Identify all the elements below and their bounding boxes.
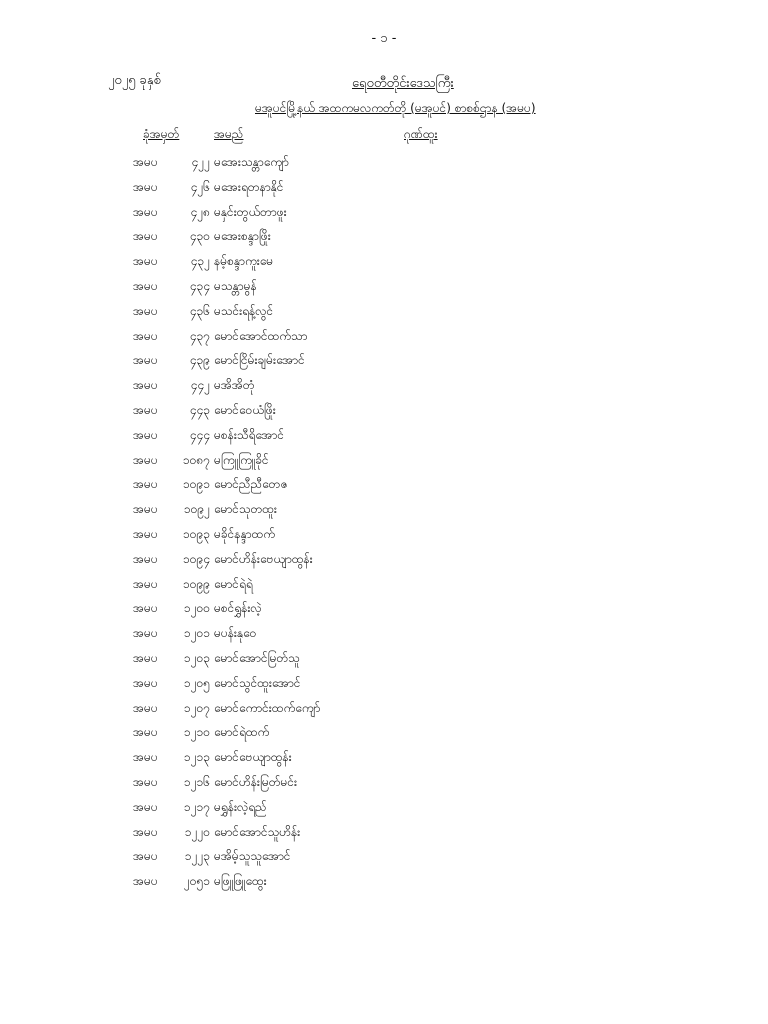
exam-center-code: အမပ xyxy=(133,576,158,591)
exam-center-code: အမပ xyxy=(133,402,158,417)
seat-number: ၁၀၉၂ xyxy=(183,502,210,517)
list-item xyxy=(0,249,768,274)
seat-number: ၁၂၀၁ xyxy=(183,626,210,641)
exam-center-code: အမပ xyxy=(133,601,158,616)
student-name: မောင်အောင်သူဟိန်း xyxy=(214,824,301,839)
exam-center-code: အမပ xyxy=(133,353,158,368)
seat-number: ၄၂၂ xyxy=(191,155,210,169)
student-name: မောင်ဝေယံဖြိုး xyxy=(214,402,276,417)
list-item xyxy=(0,150,768,175)
exam-center-code: အမပ xyxy=(133,502,158,517)
list-item xyxy=(0,373,768,398)
seat-number: ၄၃၇ xyxy=(189,328,210,343)
exam-center-code: အမပ xyxy=(133,874,158,889)
list-item xyxy=(0,497,768,522)
seat-number: ၄၃၂ xyxy=(190,254,210,269)
list-item xyxy=(0,770,768,795)
seat-number: ၄၃၀ xyxy=(189,229,210,244)
seat-number: ၁၂၁၃ xyxy=(183,750,210,765)
seat-number: ၄၃၆ xyxy=(189,303,210,318)
student-name: နမ့်စန္ဒာကူးမေ xyxy=(214,254,274,269)
seat-number: ၁၀၉၁ xyxy=(183,477,210,492)
exam-center-code: အမပ xyxy=(133,750,158,765)
list-item xyxy=(0,274,768,299)
exam-center-code: အမပ xyxy=(133,650,158,665)
list-item xyxy=(0,869,768,894)
list-item xyxy=(0,621,768,646)
student-name: မသင်းရန့်လွင် xyxy=(214,303,274,318)
exam-center-code: အမပ xyxy=(133,427,158,442)
list-item xyxy=(0,795,768,820)
column-header-distinction: ဂုဏ်ထူး xyxy=(404,127,438,141)
list-item xyxy=(0,696,768,721)
student-name: မောင်ရဲထက် xyxy=(214,725,270,740)
seat-number: ၄၃၉ xyxy=(189,353,210,368)
exam-center-code: အမပ xyxy=(133,378,158,393)
list-item xyxy=(0,423,768,448)
student-name: မောင်ညီညီတေဇ xyxy=(214,477,288,492)
exam-center-code: အမပ xyxy=(133,774,158,789)
list-item xyxy=(0,671,768,696)
list-item xyxy=(0,596,768,621)
student-name: မပန်းနုဝေ xyxy=(214,626,257,641)
list-item xyxy=(0,646,768,671)
seat-number: ၄၂၆ xyxy=(190,179,210,194)
list-item xyxy=(0,844,768,869)
exam-center-code: အမပ xyxy=(133,254,158,269)
year-label: ၂၀၂၅ ခုနှစ် xyxy=(108,73,161,88)
seat-number: ၁၀၉၉ xyxy=(183,576,210,591)
document-subtitle: မအူပင်မြို့နယ် အထကမလကတ်တို (မအူပင်) စာစစ်ဌာန (အမပ) xyxy=(255,101,536,115)
list-item xyxy=(0,522,768,547)
exam-center-code: အမပ xyxy=(133,452,158,467)
student-name: မောင်ငြိမ်းချမ်းအောင် xyxy=(214,353,305,368)
seat-number: ၁၀၈၇ xyxy=(182,452,210,467)
exam-center-code: အမပ xyxy=(133,204,158,219)
exam-center-code: အမပ xyxy=(133,725,158,740)
list-item xyxy=(0,299,768,324)
student-name: မစန်းသီရိအောင် xyxy=(214,427,285,442)
student-name: မစင်ရွှန်းလဲ့ xyxy=(214,601,262,616)
student-name: မအေးသန္တာကျော် xyxy=(214,155,289,169)
column-header-seat-number: ခုံအမှတ် xyxy=(143,127,180,141)
seat-number: ၁၂၂၃ xyxy=(184,849,210,864)
seat-number: ၁၂၁၆ xyxy=(183,774,210,789)
student-name: မောင်ဟိန်းမြတ်မင်း xyxy=(214,774,298,789)
student-name: မောင်ဗေယျာထွန်း xyxy=(214,750,292,765)
document-title: ရေဝတီတိုင်းဒေသကြီး xyxy=(352,76,454,91)
list-item xyxy=(0,745,768,770)
seat-number: ၁၂၀၅ xyxy=(183,675,210,690)
list-item xyxy=(0,175,768,200)
exam-center-code: အမပ xyxy=(133,626,158,641)
student-name: မောင်သွင်ထူးအောင် xyxy=(214,675,301,690)
exam-center-code: အမပ xyxy=(133,551,158,566)
seat-number: ၁၂၂၀ xyxy=(184,824,210,839)
exam-center-code: အမပ xyxy=(133,700,158,715)
student-name: မသန္တာမွန် xyxy=(214,278,257,293)
seat-number: ၁၂၁၀ xyxy=(183,725,210,740)
exam-center-code: အမပ xyxy=(133,179,158,194)
seat-number: ၄၄၃ xyxy=(189,402,210,417)
list-item xyxy=(0,720,768,745)
exam-center-code: အမပ xyxy=(133,328,158,343)
student-name: မဖြူဖြူထွေး xyxy=(214,874,267,889)
seat-number: ၄၃၄ xyxy=(189,278,210,293)
list-item xyxy=(0,572,768,597)
seat-number: ၄၄၂ xyxy=(190,378,210,393)
result-list xyxy=(0,150,768,894)
student-name: မအိအိတုံ xyxy=(214,378,255,393)
seat-number: ၁၀၉၄ xyxy=(183,551,210,566)
student-name: မခိုင်နန္ဒာထက် xyxy=(214,526,275,541)
list-item xyxy=(0,820,768,845)
student-name: မောင်အောင်မြတ်သူ xyxy=(214,650,300,665)
student-name: မောင်သုတထူး xyxy=(214,502,277,517)
seat-number: ၄၄၄ xyxy=(189,427,210,442)
student-name: မောင်ရဲရဲ xyxy=(214,576,253,591)
exam-center-code: အမပ xyxy=(133,229,158,244)
list-item xyxy=(0,448,768,473)
column-header-name: အမည် xyxy=(214,127,244,141)
student-name: မရွှန်းလဲ့ရည် xyxy=(214,799,267,814)
list-item xyxy=(0,224,768,249)
list-item xyxy=(0,547,768,572)
exam-center-code: အမပ xyxy=(133,278,158,293)
seat-number: ၁၀၉၃ xyxy=(183,526,210,541)
list-item xyxy=(0,348,768,373)
exam-center-code: အမပ xyxy=(133,303,158,318)
student-name: မကြူကြူခိုင် xyxy=(214,452,269,467)
student-name: မအေးရတနာနိုင် xyxy=(214,179,284,194)
student-name: မနှင်းတွယ်တာဖူး xyxy=(214,204,287,219)
student-name: မအေးစန္ဒာဖြိုး xyxy=(214,229,271,244)
student-name: မောင်ကောင်းထက်ကျော် xyxy=(214,700,321,715)
student-name: မောင်အောင်ထက်သာ xyxy=(214,328,308,343)
list-item xyxy=(0,200,768,225)
exam-center-code: အမပ xyxy=(133,477,158,492)
exam-center-code: အမပ xyxy=(133,155,158,169)
exam-center-code: အမပ xyxy=(133,675,158,690)
seat-number: ၂၀၅၁ xyxy=(183,874,210,889)
exam-center-code: အမပ xyxy=(133,824,158,839)
student-name: မောင်ဟိန်းဗေယျာထွန်း xyxy=(214,551,313,566)
student-name: မအိမ့်သူသူအောင် xyxy=(214,849,291,864)
seat-number: ၁၂၁၇ xyxy=(183,799,210,814)
list-item xyxy=(0,324,768,349)
list-item xyxy=(0,398,768,423)
seat-number: ၁၂၀၃ xyxy=(183,650,210,665)
seat-number: ၁၂၀၇ xyxy=(183,700,210,715)
exam-center-code: အမပ xyxy=(133,526,158,541)
seat-number: ၁၂၀၀ xyxy=(183,601,210,616)
seat-number: ၄၂၈ xyxy=(190,204,210,219)
list-item xyxy=(0,472,768,497)
exam-center-code: အမပ xyxy=(133,799,158,814)
exam-center-code: အမပ xyxy=(133,849,158,864)
page-number: - ၁ - xyxy=(371,31,397,46)
